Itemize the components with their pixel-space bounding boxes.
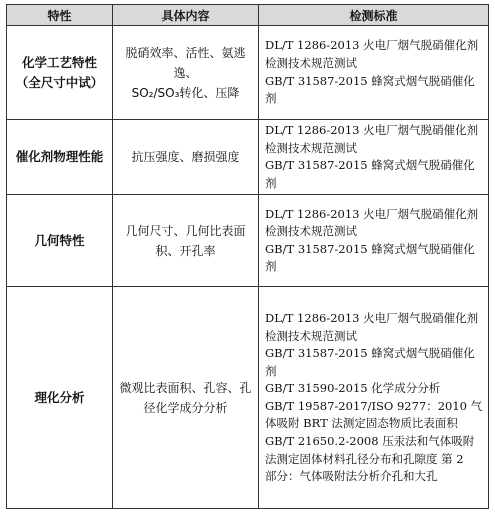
standard-line: 检测技术规范测试 — [265, 55, 357, 70]
property-cell — [7, 120, 113, 195]
standard-line: 体吸附 BRT 法测定固态物质比表面积 — [265, 416, 458, 431]
standard-line: 检测技术规范测试 — [265, 140, 357, 155]
property-line: 催化剂物理性能 — [15, 149, 104, 165]
standard-line: DL/T 1286-2013 火电厂烟气脱硝催化剂 — [265, 38, 479, 53]
standard-line: 剂 — [265, 259, 277, 274]
standard-line: GB/T 31590-2015 化学成分分析 — [265, 381, 441, 396]
content-cell — [113, 120, 259, 195]
standard-line: 检测技术规范测试 — [265, 328, 357, 343]
content-line: 积、开孔率 — [155, 243, 216, 258]
standard-line: 剂 — [265, 363, 277, 378]
standard-line: DL/T 1286-2013 火电厂烟气脱硝催化剂 — [265, 206, 479, 221]
standard-line: 法测定固体材料孔径分布和孔隙度 第 2 — [265, 451, 464, 466]
standard-line: 部分：气体吸附法分析介孔和大孔 — [265, 469, 438, 484]
property-line: （全尺寸中试） — [15, 74, 104, 90]
content-line: SO₂/SO₃转化、压降 — [131, 85, 240, 100]
content-cell — [113, 26, 259, 120]
standard-cell — [259, 26, 489, 120]
table-row — [7, 195, 489, 287]
property-line: 化学工艺特性 — [21, 54, 97, 70]
standard-line: DL/T 1286-2013 火电厂烟气脱硝催化剂 — [265, 310, 479, 325]
standard-line: GB/T 31587-2015 蜂窝式烟气脱硝催化 — [265, 158, 475, 173]
standard-line: 检测技术规范测试 — [265, 224, 357, 239]
table-row — [7, 26, 489, 120]
content-line: 脱硝效率、活性、氨逃逸、 — [125, 45, 246, 80]
property-line: 几何特性 — [34, 232, 85, 248]
standard-line: GB/T 31587-2015 蜂窝式烟气脱硝催化 — [265, 241, 475, 256]
header-standard: 检测标准 — [259, 5, 489, 26]
standard-line: 剂 — [265, 175, 277, 190]
table-row — [7, 120, 489, 195]
content-line: 微观比表面积、孔容、孔 — [119, 380, 252, 395]
standard-cell — [259, 120, 489, 195]
standard-cell — [259, 287, 489, 509]
property-cell — [7, 26, 113, 120]
content-line: 抗压强度、磨损强度 — [131, 150, 240, 165]
table-row — [7, 287, 489, 509]
header-property: 特性 — [7, 5, 113, 26]
standard-line: GB/T 21650.2-2008 压汞法和气体吸附 — [265, 434, 475, 449]
content-cell — [113, 287, 259, 509]
content-line: 径化学成分分析 — [143, 400, 228, 415]
standards-table — [6, 4, 489, 509]
standard-line: GB/T 19587-2017/ISO 9277：2010 气 — [265, 398, 483, 413]
header-row — [7, 5, 489, 26]
standard-line: GB/T 31587-2015 蜂窝式烟气脱硝催化 — [265, 346, 475, 361]
property-cell — [7, 287, 113, 509]
property-line: 理化分析 — [34, 389, 85, 405]
standard-line: GB/T 31587-2015 蜂窝式烟气脱硝催化 — [265, 73, 475, 88]
content-line: 几何尺寸、几何比表面 — [125, 223, 246, 238]
standard-line: DL/T 1286-2013 火电厂烟气脱硝催化剂 — [265, 123, 479, 137]
standard-cell — [259, 195, 489, 287]
standard-line: 剂 — [265, 91, 277, 106]
property-cell — [7, 195, 113, 287]
content-cell — [113, 195, 259, 287]
header-content: 具体内容 — [113, 5, 259, 26]
